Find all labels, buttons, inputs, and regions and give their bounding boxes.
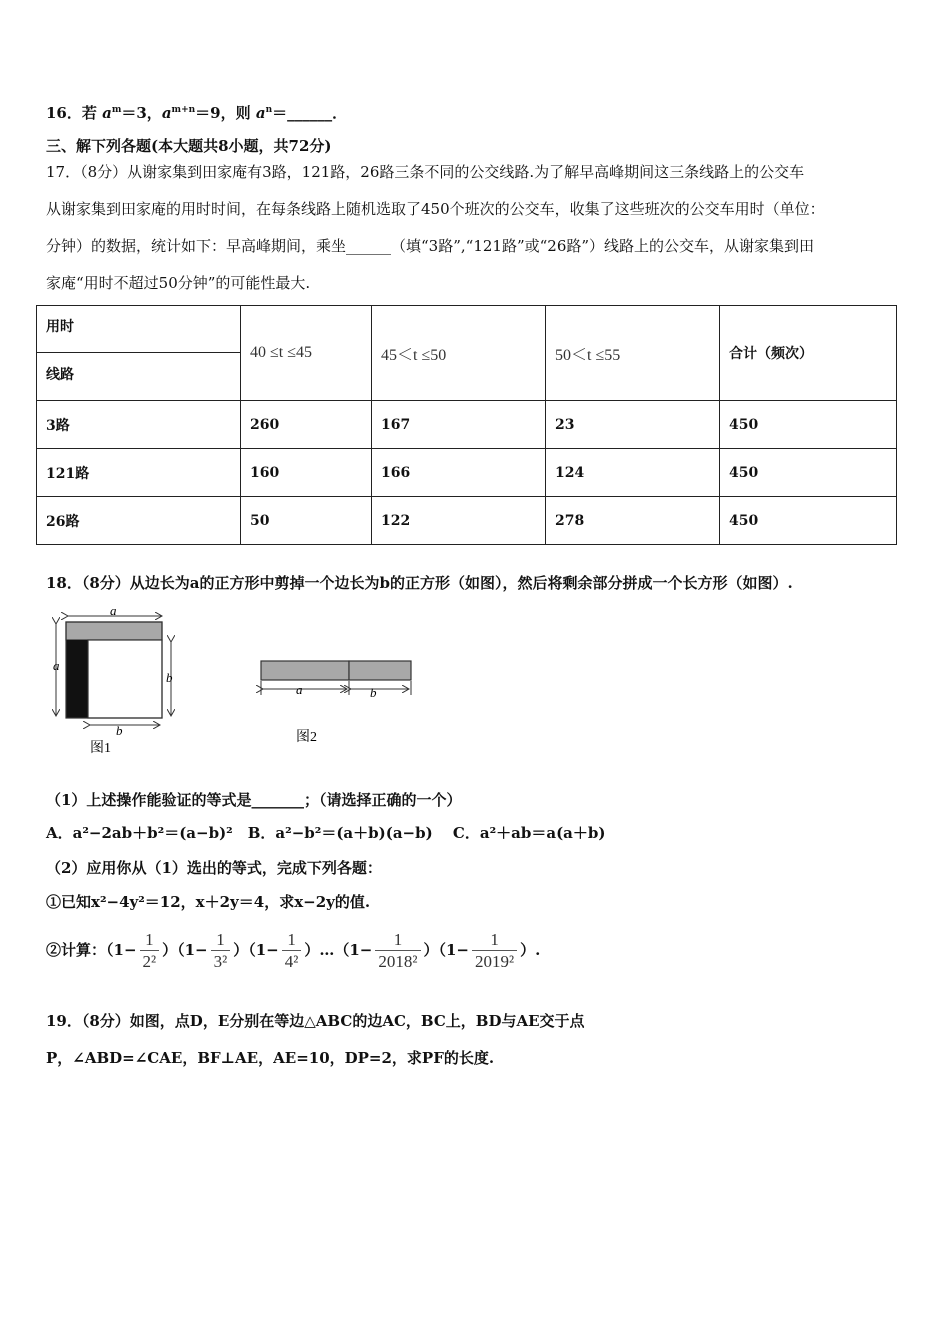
figure-1-caption: 图1 (90, 741, 111, 756)
table-cell: 122 (372, 497, 546, 545)
table-cell: 450 (720, 497, 897, 545)
frequency-table (36, 305, 897, 545)
figure-1 (44, 602, 184, 758)
question-18-part2: （2）应用你从（1）选出的等式，完成下列各题： (46, 859, 382, 877)
question-18-options: A．a²−2ab＋b²＝(a−b)² B．a²−b²＝(a＋b)(a−b) C．a²＋ab＝a(a＋b) (46, 824, 606, 842)
section-heading: 三、解下列各题(本大题共8小题，共72分) (46, 137, 332, 155)
table-cell: 160 (241, 449, 372, 497)
label-a-top: a (110, 603, 117, 618)
strip-part-a (261, 661, 349, 680)
table-corner-cell (37, 306, 241, 401)
question-17-line2: 从谢家集到田家庵的用时时间，在每条线路上随机选取了450个班次的公交车，收集了这些班次的公交车用时（单位： (46, 200, 825, 218)
table-row (37, 449, 897, 497)
question-19-line1: 19．（8分）如图，点D，E分别在等边△ABC的边AC，BC上，BD与AE交于点 (46, 1012, 585, 1030)
question-18-part1: （1）上述操作能验证的等式是_______；（请选择正确的一个） (46, 791, 462, 809)
corner-label-time: 用时 (46, 319, 74, 335)
table-cell: 260 (241, 401, 372, 449)
grey-strip (66, 622, 162, 640)
question-19-line2: P，∠ABD=∠CAE，BF⊥AE，AE=10，DP=2，求PF的长度. (46, 1049, 495, 1067)
question-18-title: 18．（8分）从边长为a的正方形中剪掉一个边长为b的正方形（如图），然后将剩余部分拼成一个长方形（如图）. (46, 574, 793, 592)
table-cell: 166 (372, 449, 546, 497)
table-cell: 278 (546, 497, 720, 545)
table-header-row (37, 306, 897, 401)
corner-divider (37, 352, 240, 353)
corner-label-route: 线路 (46, 367, 74, 383)
table-row (37, 497, 897, 545)
question-18-sub2: ②计算：（1− $\frac{1}{\text{2²}}$ ）（1− $\frac{1}{\text{3²}}$ ）（1− $\frac{1}{\text{4²}}$ ）…（1− $\frac{1}{\text{2018²}}$ ）（1− $\frac{1}{\text{2019²}}$ ）. (46, 929, 541, 971)
table-cell: 167 (372, 401, 546, 449)
table-cell: 121路 (37, 449, 241, 497)
table-cell: 50 (241, 497, 372, 545)
label-a: a (296, 682, 303, 697)
table-header-cell: 40 ≤t ≤45 (241, 306, 372, 401)
question-17-line3: 分钟）的数据，统计如下：早高峰期间，乘坐______（填“3路”,“121路”或“26路”）线路上的公交车，从谢家集到田 (46, 237, 815, 255)
label-b-right: b (166, 670, 173, 685)
figure-2 (254, 655, 419, 750)
table-cell: 450 (720, 449, 897, 497)
fraction: $\frac{1}{\text{2²}}$ (140, 930, 160, 973)
question-17-line4: 家庵“用时不超过50分钟”的可能性最大. (46, 274, 311, 292)
label-b: b (370, 685, 377, 700)
figure-2-caption: 图2 (296, 730, 317, 745)
table-cell: 124 (546, 449, 720, 497)
table-cell: 26路 (37, 497, 241, 545)
table-header-cell: 合计（频次） (720, 306, 897, 401)
strip-part-b (349, 661, 411, 680)
question-17-line1: 17．（8分）从谢家集到田家庵有3路，121路，26路三条不同的公交线路.为了解早高峰期间这三条线路上的公交车 (46, 163, 805, 181)
black-strip (66, 640, 88, 718)
fraction: $\frac{1}{\text{4²}}$ (282, 930, 302, 973)
table-row (37, 401, 897, 449)
question-16: 16．若 $a^m=3$，$a^{m+n}=9$，则 $a^n=\_\_\_\_\_\_$． (46, 104, 348, 122)
table-cell: 23 (546, 401, 720, 449)
table-cell: 3路 (37, 401, 241, 449)
label-a-left: a (53, 658, 60, 673)
label-b-bottom: b (116, 723, 123, 738)
table-header-cell: 50＜t ≤55 (546, 306, 720, 401)
table-header-cell: 45＜t ≤50 (372, 306, 546, 401)
fraction: $\frac{1}{\text{2019²}}$ (472, 930, 517, 973)
cut-square (88, 640, 162, 718)
fraction: $\frac{1}{\text{3²}}$ (211, 930, 231, 973)
question-18-sub1: ①已知x²−4y²＝12，x＋2y＝4，求x−2y的值. (46, 893, 371, 911)
fraction: $\frac{1}{\text{2018²}}$ (375, 930, 420, 973)
table-cell: 450 (720, 401, 897, 449)
